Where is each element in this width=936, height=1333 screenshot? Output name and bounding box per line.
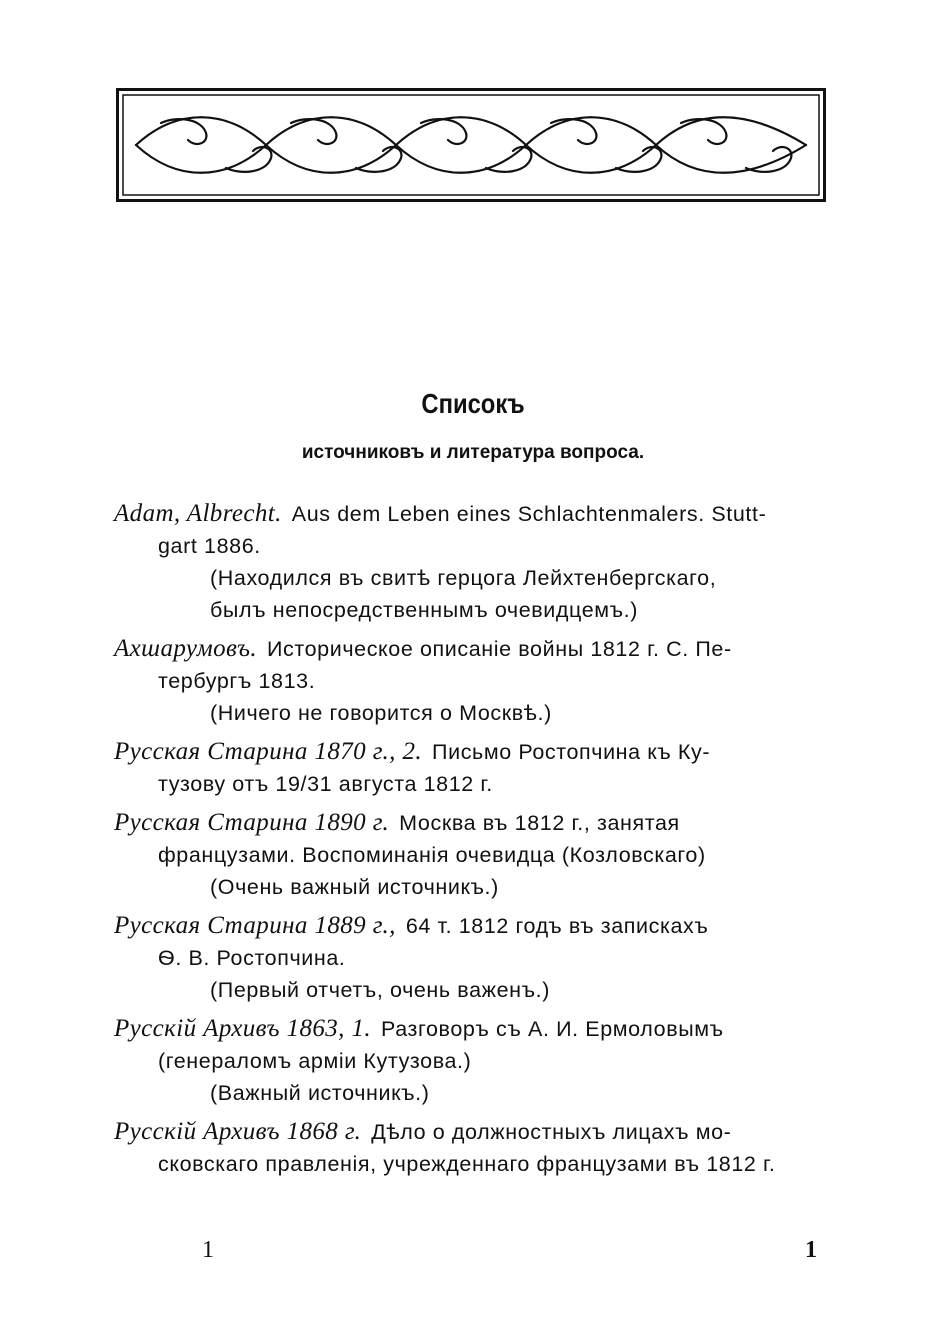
bibliography-entry [114,633,824,729]
entry-source: Русская Старина 1889 г., [114,912,396,939]
page-number-left: 1 [202,1237,214,1263]
bibliography-list [114,498,824,1187]
entry-text: Разговоръ съ А. И. Ермоловымъ [381,1017,724,1041]
entry-continuation: gart 1886. [158,534,261,558]
bibliography-entry [114,1013,824,1109]
entry-first-line [114,910,824,942]
entry-note: (Ничего не говорится о Москвѣ.) [210,701,552,725]
entry-author: Ахшарумовъ. [114,635,257,662]
entry-text: Москва въ 1812 г., занятая [399,811,680,835]
entry-note: (Первый отчетъ, очень важенъ.) [210,978,551,1002]
entry-continuation: сковскаго правленiя, учрежденнаго французами въ 1812 г. [158,1152,776,1176]
entry-author: Adam, Albrecht. [114,500,282,527]
page-title: Списокъ [421,388,525,419]
art-nouveau-border-icon [116,88,826,202]
entry-note: (Находился въ свитѣ герцога Лейхтенбергскаго, [210,566,717,590]
entry-source: Русская Старина 1870 г., 2. [114,738,423,765]
entry-first-line [114,1013,824,1045]
entry-first-line [114,1116,824,1148]
page-number-right: 1 [805,1237,817,1263]
entry-source: Русскiй Архивъ 1868 г. [114,1118,362,1145]
entry-continuation: французами. Воспоминанiя очевидца (Козловскаго) [158,843,706,867]
entry-first-line [114,807,824,839]
bibliography-entry [114,736,824,800]
page-subtitle: источниковъ и литература вопроса. [301,442,645,463]
header-ornament [116,88,826,202]
entry-continuation: (генераломъ армiи Кутузова.) [158,1049,472,1073]
entry-source: Русская Старина 1890 г. [114,809,390,836]
entry-text: Дѣло о должностныхъ лицахъ мо- [371,1120,732,1144]
entry-first-line [114,736,824,768]
entry-text: Aus dem Leben eines Schlachtenmalers. Stutt- [291,502,767,526]
bibliography-entry [114,910,824,1006]
entry-continuation: тузову отъ 19/31 августа 1812 г. [158,772,493,796]
entry-first-line [114,633,824,665]
entry-note: былъ непосредственнымъ очевидцемъ.) [210,598,639,622]
entry-continuation: Ѳ. В. Ростопчина. [158,946,346,970]
bibliography-entry [114,1116,824,1180]
entry-note: (Важный источникъ.) [210,1081,430,1105]
bibliography-entry [114,807,824,903]
entry-note: (Очень важный источникъ.) [210,875,499,899]
bibliography-entry [114,498,824,626]
entry-first-line [114,498,824,530]
entry-source: Русскiй Архивъ 1863, 1. [114,1015,372,1042]
entry-text: 64 т. 1812 годъ въ запискахъ [405,914,709,938]
entry-text: Письмо Ростопчина къ Ку- [432,740,711,764]
entry-text: Историческое описанiе войны 1812 г. С. Пе- [267,637,732,661]
entry-continuation: тербургъ 1813. [158,669,316,693]
